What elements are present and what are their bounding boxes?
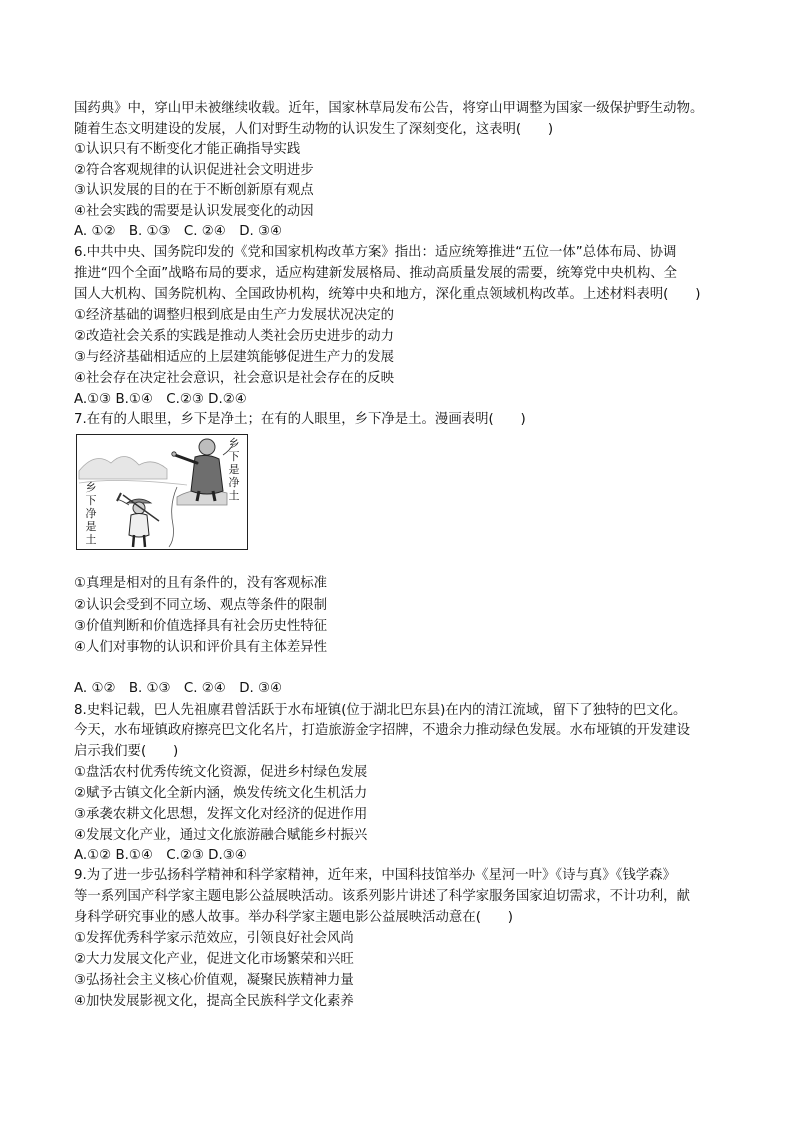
q8-option-2: ②赋予古镇文化全新内涵，焕发传统文化生机活力 [74, 786, 368, 801]
q8-option-3: ③承袭农耕文化思想，发挥文化对经济的促进作用 [74, 807, 368, 822]
q6-stem-line-1: 6.中共中央、国务院印发的《党和国家机构改革方案》指出：适应统筹推进“五位一体”总体布局、协调 [74, 245, 677, 260]
q8-stem-line-2: 今天，水布垭镇政府擦亮巴文化名片，打造旅游金字招牌，不遗余力推动绿色发展。水布垭镇的开发建设 [74, 723, 690, 738]
caption-left-char: 乡 [85, 481, 97, 494]
q7-option-2: ②认识会受到不同立场、观点等条件的限制 [74, 598, 328, 613]
q6-option-1: ①经济基础的调整归根到底是由生产力发展状况决定的 [74, 308, 394, 323]
caption-right [229, 436, 240, 502]
cartoon-illustration [77, 435, 247, 549]
q5-option-3: ③认识发展的目的在于不断创新原有观点 [74, 183, 314, 198]
caption-left-char: 是 [85, 520, 97, 533]
q8-option-4: ④发展文化产业，通过文化旅游融合赋能乡村振兴 [74, 828, 368, 843]
caption-right-char: 土 [228, 489, 240, 502]
q8-stem-line-3: 启示我们要( ) [74, 744, 179, 759]
q8-option-1: ①盘活农村优秀传统文化资源，促进乡村绿色发展 [74, 765, 368, 780]
q6-stem-line-2: 推进“四个全面”战略布局的要求，适应构建新发展格局、推动高质量发展的需要，统筹党中央机构、全 [74, 266, 678, 281]
q6-answer-choices: A.①③ B.①④ C.②③ D.②④ [74, 392, 247, 407]
q9-stem-line-3: 身科学研究事业的感人故事。举办科学家主题电影公益展映活动意在( ) [74, 910, 513, 925]
q6-stem-line-3: 国人大机构、国务院机构、全国政协机构，统筹中央和地方，深化重点领域机构改革。上述材料表明( ) [74, 287, 701, 302]
q5-stem-line-2: 随着生态文明建设的发展，人们对野生动物的认识发生了深刻变化，这表明( ) [74, 122, 554, 137]
q5-option-1: ①认识只有不断变化才能正确指导实践 [74, 142, 301, 157]
q5-option-2: ②符合客观规律的认识促进社会文明进步 [74, 163, 314, 178]
q7-stem: 7.在有的人眼里，乡下是净土；在有的人眼里，乡下净是土。漫画表明( ) [74, 412, 526, 427]
q7-option-1: ①真理是相对的且有条件的，没有客观标准 [74, 576, 328, 591]
farmer-figure [117, 493, 159, 547]
caption-right-char: 乡 [228, 437, 240, 450]
path-line [169, 487, 177, 547]
q5-stem-line-1: 国药典》中，穿山甲未被继续收载。近年，国家林草局发布公告，将穿山甲调整为国家一级保护野生动物。 [74, 101, 704, 116]
caption-right-char: 净 [228, 476, 240, 489]
cartoon-image [76, 434, 248, 550]
q9-option-2: ②大力发展文化产业，促进文化市场繁荣和兴旺 [74, 952, 354, 967]
q6-option-4: ④社会存在决定社会意识，社会意识是社会存在的反映 [74, 371, 394, 386]
speech-tail-left [117, 499, 129, 505]
q7-option-3: ③价值判断和价值选择具有社会历史性特征 [74, 619, 328, 634]
caption-left-char: 净 [85, 507, 97, 520]
caption-left [86, 480, 97, 546]
q9-option-3: ③弘扬社会主义核心价值观，凝聚民族精神力量 [74, 973, 354, 988]
q6-option-3: ③与经济基础相适应的上层建筑能够促进生产力的发展 [74, 350, 394, 365]
official-figure [172, 439, 223, 501]
caption-left-char: 土 [85, 533, 97, 546]
q8-stem-line-1: 8.史料记载，巴人先祖廪君曾活跃于水布垭镇(位于湖北巴东县)在内的清江流域，留下了独特的巴文化。 [74, 703, 687, 718]
caption-left-char: 下 [85, 494, 97, 507]
q8-answer-choices: A.①② B.①④ C.②③ D.③④ [74, 848, 247, 863]
q9-stem-line-1: 9.为了进一步弘扬科学精神和科学家精神，近年来，中国科技馆举办《星河一叶》《诗与真》《钱学森》 [74, 868, 676, 883]
q6-option-2: ②改造社会关系的实践是推动人类社会历史进步的动力 [74, 329, 394, 344]
q7-option-4: ④人们对事物的认识和评价具有主体差异性 [74, 640, 328, 655]
caption-right-char: 是 [228, 463, 240, 476]
q5-answer-choices: A. ①② B. ①③ C. ②④ D. ③④ [74, 224, 283, 239]
q7-answer-choices: A. ①② B. ①③ C. ②④ D. ③④ [74, 681, 283, 696]
mountains [79, 456, 167, 479]
caption-right-char: 下 [228, 450, 240, 463]
q9-option-4: ④加快发展影视文化，提高全民族科学文化素养 [74, 994, 354, 1009]
q5-option-4: ④社会实践的需要是认识发展变化的动因 [74, 204, 314, 219]
q9-stem-line-2: 等一系列国产科学家主题电影公益展映活动。该系列影片讲述了科学家服务国家迫切需求，不计功利，献 [74, 889, 690, 904]
q9-option-1: ①发挥优秀科学家示范效应，引领良好社会风尚 [74, 931, 354, 946]
